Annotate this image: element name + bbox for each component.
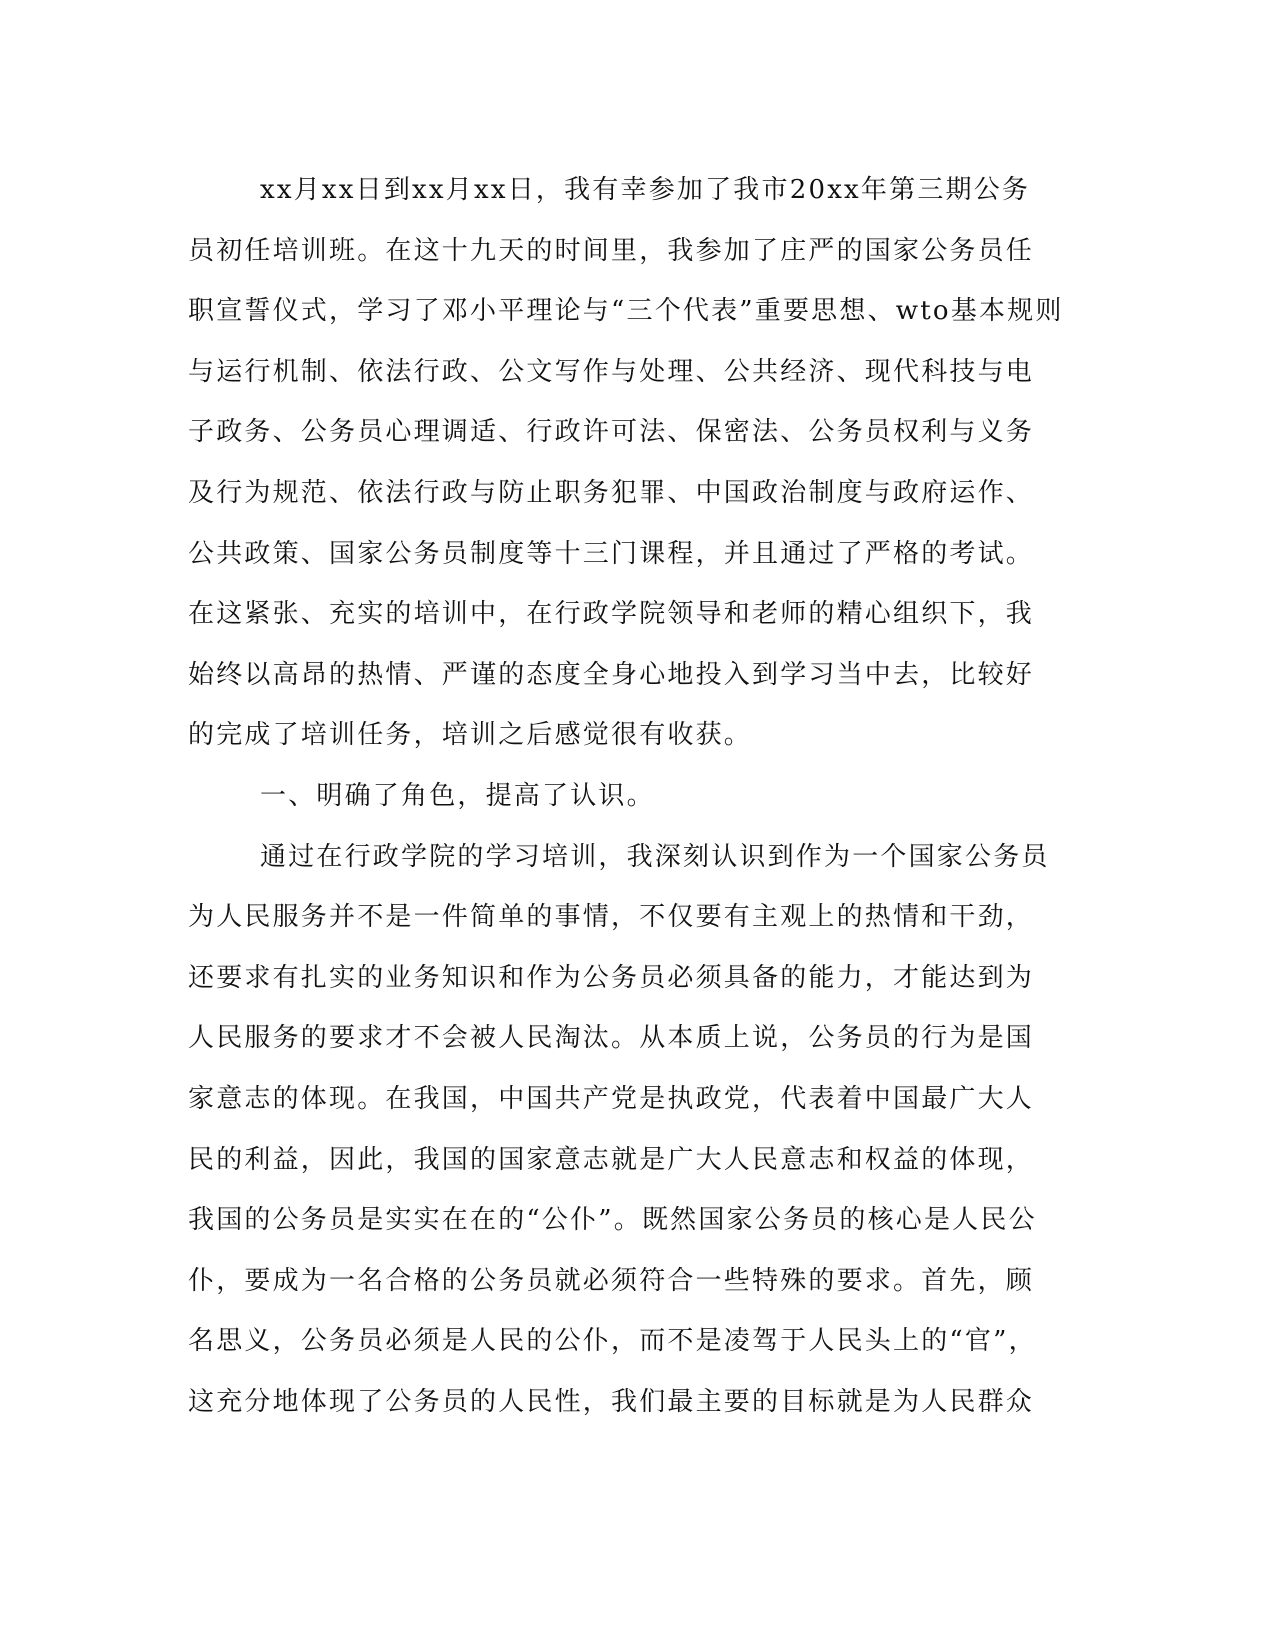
- paragraph-line-3: 职宣誓仪式，学习了邓小平理论与“三个代表”重要思想、wto基本规则: [188, 296, 1064, 327]
- paragraph-line-8: 在这紧张、充实的培训中，在行政学院领导和老师的精心组织下，我: [188, 599, 1035, 630]
- paragraph-line-1: xx月xx日到xx月xx日，我有幸参加了我市20xx年第三期公务: [260, 175, 1031, 205]
- paragraph-line-18: 我国的公务员是实实在在的“公仆”。既然国家公务员的核心是人民公: [188, 1205, 1037, 1236]
- paragraph-line-5: 子政务、公务员心理调适、行政许可法、保密法、公务员权利与义务: [188, 417, 1035, 448]
- paragraph-line-19: 仆，要成为一名合格的公务员就必须符合一些特殊的要求。首先，顾: [188, 1265, 1035, 1296]
- paragraph-line-6: 及行为规范、依法行政与防止职务犯罪、中国政治制度与政府运作、: [188, 477, 1035, 508]
- paragraph-line-15: 人民服务的要求才不会被人民淘汰。从本质上说，公务员的行为是国: [188, 1023, 1035, 1054]
- paragraph-line-7: 公共政策、国家公务员制度等十三门课程，并且通过了严格的考试。: [188, 538, 1035, 569]
- paragraph-line-2: 员初任培训班。在这十九天的时间里，我参加了庄严的国家公务员任: [188, 235, 1035, 266]
- section-heading: 一、明确了角色，提高了认识。: [260, 780, 655, 811]
- paragraph-line-9: 始终以高昂的热情、严谨的态度全身心地投入到学习当中去，比较好: [188, 659, 1035, 690]
- paragraph-line-20: 名思义，公务员必须是人民的公仆，而不是凌驾于人民头上的“官”，: [188, 1326, 1037, 1357]
- paragraph-line-12: 通过在行政学院的学习培训，我深刻认识到作为一个国家公务员: [260, 841, 1050, 872]
- paragraph-line-16: 家意志的体现。在我国，中国共产党是执政党，代表着中国最广大人: [188, 1083, 1035, 1114]
- paragraph-line-17: 民的利益，因此，我国的国家意志就是广大人民意志和权益的体现，: [188, 1144, 1035, 1175]
- paragraph-line-4: 与运行机制、依法行政、公文写作与处理、公共经济、现代科技与电: [188, 356, 1035, 387]
- document-body: [188, 160, 1088, 1432]
- paragraph-line-10: 的完成了培训任务，培训之后感觉很有收获。: [188, 720, 753, 751]
- paragraph-line-13: 为人民服务并不是一件简单的事情，不仅要有主观上的热情和干劲，: [188, 902, 1035, 933]
- paragraph-line-14: 还要求有扎实的业务知识和作为公务员必须具备的能力，才能达到为: [188, 962, 1035, 993]
- paragraph-line-21: 这充分地体现了公务员的人民性，我们最主要的目标就是为人民群众: [188, 1386, 1035, 1417]
